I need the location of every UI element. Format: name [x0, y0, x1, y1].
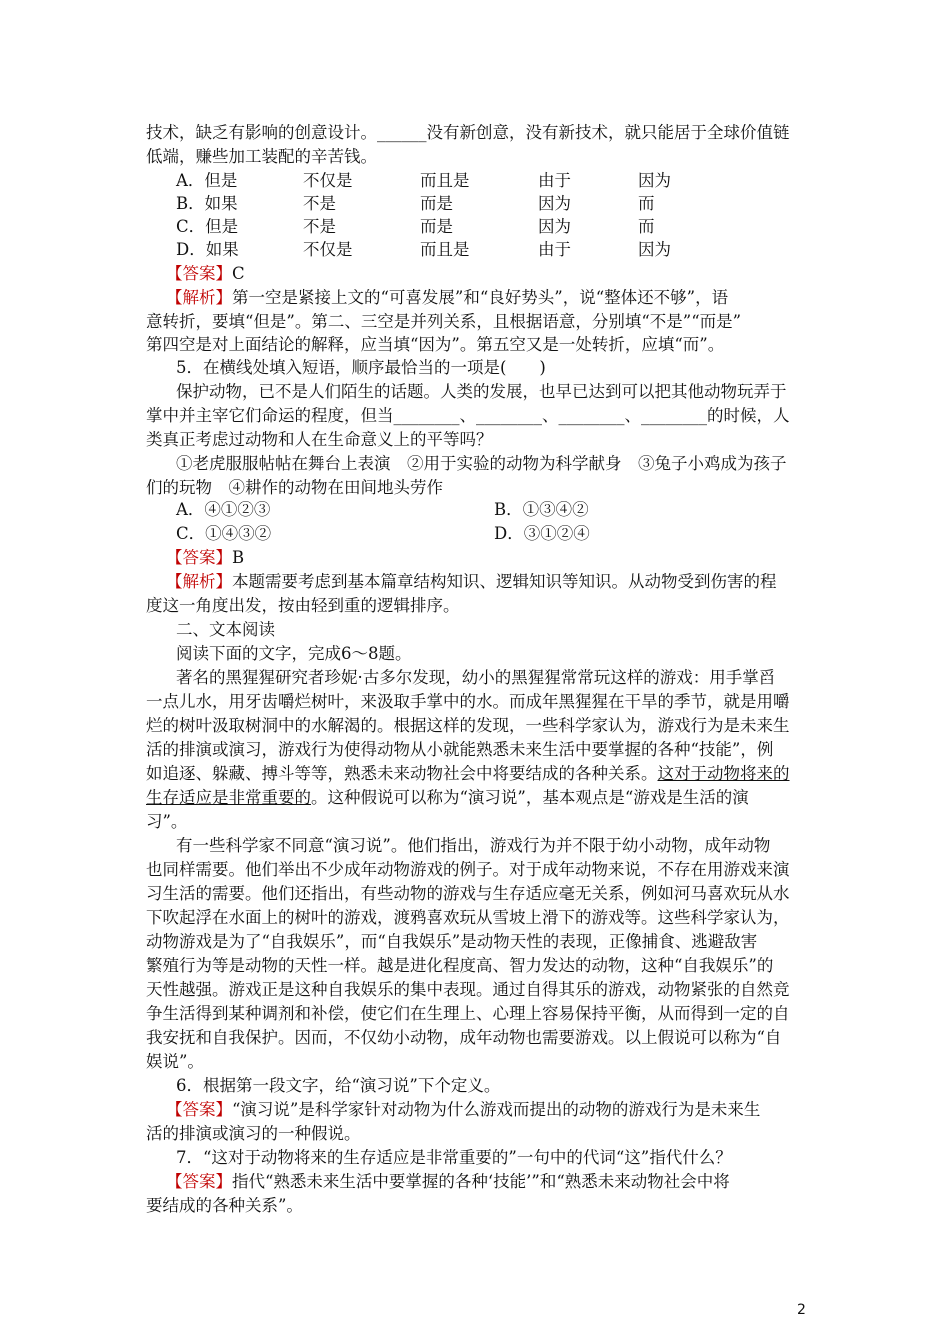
text-line: 天性越强。游戏正是这种自我娱乐的集中表现。通过自得其乐的游戏，动物紧张的自然竞 — [146, 980, 790, 999]
option-cell: 由于 — [538, 240, 571, 259]
option-cell: 由于 — [538, 171, 571, 190]
option-b: B．①③④② — [494, 500, 589, 519]
section-heading: 二、文本阅读 — [176, 620, 275, 639]
text-line: 们的玩物 ④耕作的动物在田间地头劳作 — [146, 478, 443, 497]
question-6: 6．根据第一段文字，给“演习说”下个定义。 — [176, 1076, 501, 1095]
option-c: C．①④③② — [176, 524, 272, 543]
text-line: 繁殖行为等是动物的天性一样。越是进化程度高、智力发达的动物，这种“自我娱乐”的 — [146, 956, 774, 975]
answer-value: B — [232, 548, 245, 567]
page-number: 2 — [797, 1302, 806, 1318]
option-cell: B．如果 — [176, 194, 238, 213]
answer-tag: 【答案】 — [166, 548, 232, 567]
text-line: 争生活得到某种调剂和补偿，使它们在生理上、心理上容易保持平衡，从而得到一定的自 — [146, 1004, 790, 1023]
answer-line — [166, 1170, 730, 1193]
analysis-line — [166, 570, 777, 593]
analysis-text: 本题需要考虑到基本篇章结构知识、逻辑知识等知识。从动物受到伤害的程 — [232, 572, 777, 591]
option-cell: 不是 — [303, 217, 336, 236]
text-line: 类真正考虑过动物和人在生命意义上的平等吗？ — [146, 430, 493, 449]
answer-text: 指代“熟悉未来生活中要掌握的各种‘技能’”和“熟悉未来动物社会中将 — [232, 1172, 730, 1191]
text-line: 我安抚和自我保护。因而，不仅幼小动物，成年动物也需要游戏。以上假说可以称为“自 — [146, 1028, 782, 1047]
answer-tag: 【答案】 — [166, 264, 232, 283]
option-cell: 而且是 — [420, 171, 470, 190]
text-line: 掌中并主宰它们命运的程度，但当________、________、________、________的时候，人 — [146, 406, 790, 425]
text-line: 度这一角度出发，按由轻到重的逻辑排序。 — [146, 596, 460, 615]
text-line: 烂的树叶汲取树洞中的水解渴的。根据这样的发现，一些科学家认为，游戏行为是未来生 — [146, 716, 790, 735]
analysis-tag: 【解析】 — [166, 572, 232, 591]
option-cell: A．但是 — [176, 171, 238, 190]
text-line: 活的排演或演习的一种假说。 — [146, 1124, 361, 1143]
question-5: 5．在横线处填入短语，顺序最恰当的一项是( ) — [176, 358, 546, 377]
question-7: 7．“这对于动物将来的生存适应是非常重要的”一句中的代词“这”指代什么？ — [176, 1148, 732, 1167]
answer-line — [166, 1098, 760, 1121]
text-line: 阅读下面的文字，完成6～8题。 — [176, 644, 412, 663]
analysis-tag: 【解析】 — [166, 288, 232, 307]
text-line: 保护动物，已不是人们陌生的话题。人类的发展，也早已达到可以把其他动物玩弄于 — [176, 382, 787, 401]
option-cell: 而是 — [420, 217, 453, 236]
option-cell: 而且是 — [420, 240, 470, 259]
option-cell: 因为 — [638, 171, 671, 190]
analysis-line — [166, 286, 728, 309]
answer-tag: 【答案】 — [166, 1172, 232, 1191]
option-cell: 而是 — [420, 194, 453, 213]
option-cell: 因为 — [538, 217, 571, 236]
text-line: 习生活的需要。他们还指出，有些动物的游戏与生存适应毫无关系，例如河马喜欢玩从水 — [146, 884, 790, 903]
text-line: 一点儿水，用牙齿嚼烂树叶，来汲取手掌中的水。而成年黑猩猩在干旱的季节，就是用嚼 — [146, 692, 790, 711]
option-cell: 因为 — [638, 240, 671, 259]
text-line: 也同样需要。他们举出不少成年动物游戏的例子。对于成年动物来说，不存在用游戏来演 — [146, 860, 790, 879]
option-a: A．④①②③ — [176, 500, 271, 519]
option-cell: C．但是 — [176, 217, 239, 236]
text-line: 第四空是对上面结论的解释，应当填“因为”。第五空又是一处转折，应填“而”。 — [146, 335, 725, 354]
text-line: 低端，赚些加工装配的辛苦钱。 — [146, 147, 377, 166]
text-line: 娱说”。 — [146, 1052, 204, 1071]
option-cell: 不是 — [303, 194, 336, 213]
answer-value: C — [232, 264, 245, 283]
text-line: 活的排演或演习，游戏行为使得动物从小就能熟悉未来生活中要掌握的各种“技能”，例 — [146, 740, 774, 759]
option-cell: 不仅是 — [303, 171, 353, 190]
answer-tag: 【答案】 — [166, 1100, 232, 1119]
answer-line — [166, 546, 244, 569]
option-cell: 不仅是 — [303, 240, 353, 259]
text-line — [146, 786, 749, 809]
text-line: 有一些科学家不同意“演习说”。他们指出，游戏行为并不限于幼小动物，成年动物 — [176, 836, 771, 855]
text-line — [146, 762, 790, 785]
option-cell: 而 — [638, 217, 655, 236]
underlined-text: 生存适应是非常重要的 — [146, 788, 311, 807]
analysis-text: 第一空是紧接上文的“可喜发展”和“良好势头”，说“整体还不够”，语 — [232, 288, 729, 307]
option-cell: D．如果 — [176, 240, 239, 259]
text-span: 。这种假说可以称为“演习说”，基本观点是“游戏是生活的演 — [311, 788, 749, 807]
text-line: 动物游戏是为了“自我娱乐”，而“自我娱乐”是动物天性的表现，正像捕食、逃避敌害 — [146, 932, 758, 951]
underlined-text: 这对于动物将来的 — [657, 764, 790, 783]
option-cell: 因为 — [538, 194, 571, 213]
text-line: 意转折，要填“但是”。第二、三空是并列关系，且根据语意，分别填“不是”“而是” — [146, 312, 742, 331]
option-cell: 而 — [638, 194, 655, 213]
text-line: ①老虎服服帖帖在舞台上表演 ②用于实验的动物为科学献身 ③兔子小鸡成为孩子 — [176, 454, 787, 473]
text-line: 习”。 — [146, 812, 188, 831]
text-line: 著名的黑猩猩研究者珍妮·古多尔发现，幼小的黑猩猩常常玩这样的游戏：用手掌舀 — [176, 668, 776, 687]
text-span: 如追逐、躲藏、搏斗等等，熟悉未来动物社会中将要结成的各种关系。 — [146, 764, 658, 783]
answer-text: “演习说”是科学家针对动物为什么游戏而提出的动物的游戏行为是未来生 — [232, 1100, 761, 1119]
option-d: D．③①②④ — [494, 524, 590, 543]
text-line: 下吹起浮在水面上的树叶的游戏，渡鸦喜欢玩从雪坡上滑下的游戏等。这些科学家认为， — [146, 908, 790, 927]
text-line: 技术，缺乏有影响的创意设计。______没有新创意，没有新技术，就只能居于全球价值链 — [146, 123, 790, 142]
text-line: 要结成的各种关系”。 — [146, 1196, 303, 1215]
answer-line — [166, 262, 245, 285]
